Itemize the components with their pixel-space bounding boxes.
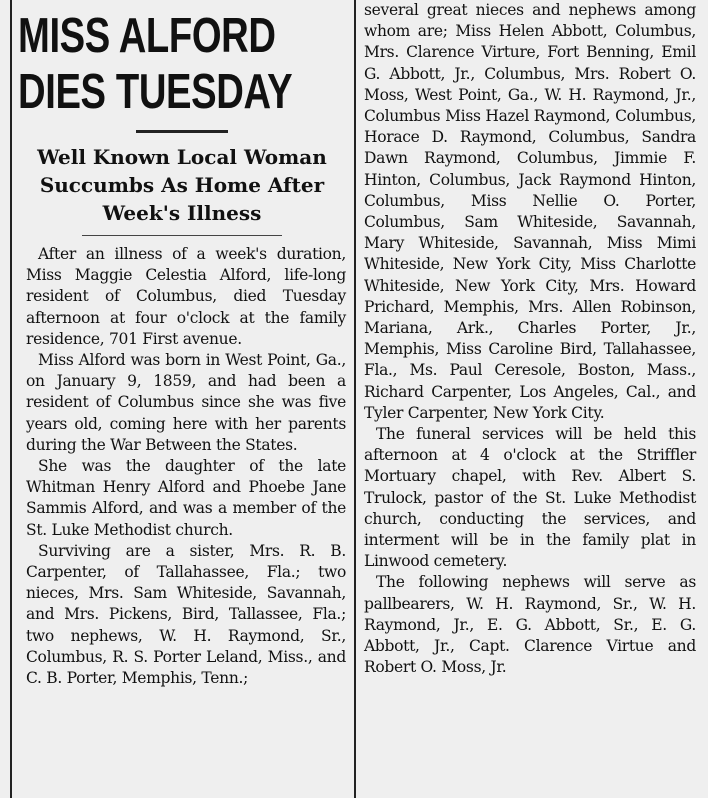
headline-line-1: MISS ALFORD bbox=[18, 9, 276, 63]
left-column bbox=[10, 0, 352, 798]
subhead-rule bbox=[82, 235, 282, 236]
paragraph-pallbearers: The following nephews will serve as pallbearers, W. H. Raymond, Sr., W. H. Raymond, Jr., E. G. Abbott, Sr., E. G. Abbott, Jr., Capt. Clarence Virtue and Robert O. Moss, Jr. bbox=[364, 573, 696, 677]
paragraph-birth: Miss Alford was born in West Point, Ga., on January 9, 1859, and had been a resident of Columbus since she was five years old, coming here with her parents during the War Between the States. bbox=[26, 351, 346, 454]
paragraph-illness: After an illness of a week's duration, Miss Maggie Celestia Alford, life-long resident of Columbus, died Tuesday afternoon at four o'clock at the family residence, 701 First avenue. bbox=[26, 245, 346, 348]
paragraph-survivors: Surviving are a sister, Mrs. R. B. Carpenter, of Tallahassee, Fla.; two nieces, Mrs. Sam Whiteside, Savannah, and Mrs. Pickens, Bird, Tallassee, Fla.; two nephews, W. H. Raymond, Sr., Columbus, R. S. Porter Leland, Miss., and C. B. Porter, Memphis, Tenn.; bbox=[26, 541, 346, 688]
paragraph-parents: She was the daughter of the late Whitman Henry Alford and Phoebe Jane Sammis Alford, and was a member of the St. Luke Methodist church. bbox=[26, 457, 346, 539]
right-column bbox=[354, 0, 702, 798]
paragraph-great-nieces-nephews: several great nieces and nephews among whom are; Miss Helen Abbott, Columbus, Mrs. Clarence Virture, Fort Benning, Emil G. Abbott, Jr., Columbus, Mrs. Robert O. Moss, West Point, Ga., W. H. Raymond, Jr., Columbus Miss Hazel Raymond, Columbus, Horace D. Raymond, Columbus, Sandra Dawn Raymond, Columbus, Jimmie F. Hinton, Columbus, Jack Raymond Hinton, Columbus, Miss Nellie O. Porter, Columbus, Sam Whiteside, Savannah, Mary Whiteside, Savannah, Miss Mimi Whiteside, New York City, Miss Charlotte Whiteside, New York City, Mrs. Howard Prichard, Memphis, Mrs. Allen Robinson, Mariana, Ark., Charles Porter, Jr., Memphis, Miss Caroline Bird, Tallahassee, Fla., Ms. Paul Ceresole, Boston, Mass., Richard Carpenter, Los Angeles, Cal., and Tyler Carpenter, New York City. bbox=[364, 1, 696, 422]
paragraph-funeral-services: The funeral services will be held this afternoon at 4 o'clock at the Striffler Mortuary chapel, with Rev. Albert S. Trulock, pastor of the St. Luke Methodist church, conducting the services, and interment will be in the family plat in Linwood cemetery. bbox=[364, 425, 696, 571]
subheadline: Well Known Local Woman Succumbs As Home After Week's Illness bbox=[37, 145, 327, 225]
headline-line-2: DIES TUESDAY bbox=[18, 65, 293, 119]
headline-rule bbox=[136, 130, 228, 133]
headline bbox=[18, 8, 353, 120]
